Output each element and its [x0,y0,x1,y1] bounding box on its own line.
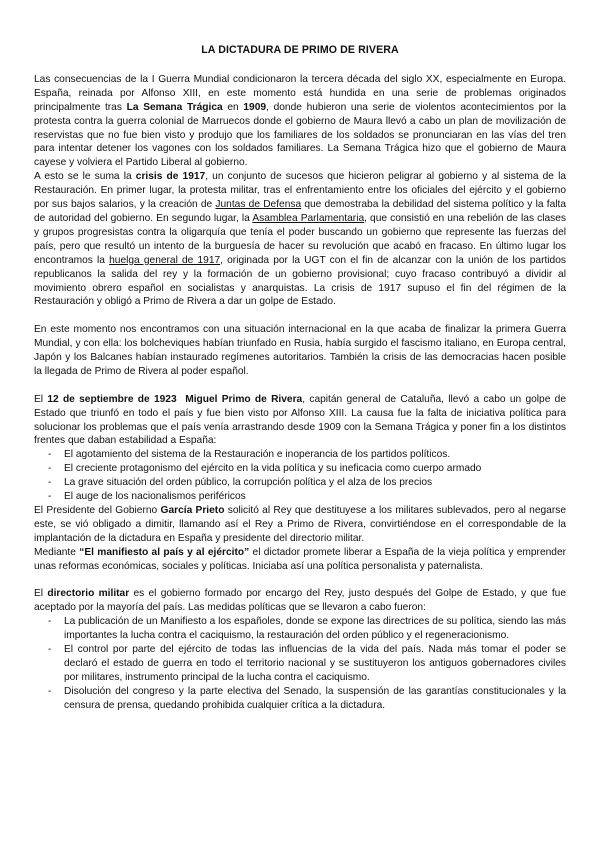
bold-term-1909: 1909 [243,101,267,113]
bold-term-directorio-militar: directorio militar [47,588,130,600]
link-juntas-de-defensa[interactable]: Juntas de Defensa [215,199,302,211]
text-run: , originada por la UGT con el fin de alcanzar con la unión de los partidos republicanos la salida del rey y la formación de un gobierno provisional; cuyo fracaso contribuyó a dividir al movimiento obrero español en socialistas y anarquistas. La crisis de 1917 supuso el fin del régimen de la Restauración y obligó a Primo de Rivera a dar un golpe de Estado. [34,254,566,308]
list-item: - La grave situación del orden público, la corrupción política y el alza de los precios [34,476,566,490]
paragraph-spacer [34,309,566,323]
list-item: - El agotamiento del sistema de la Restauración e inoperancia de los partidos políticos. [34,448,566,462]
bold-term-semana-tragica: La Semana Trágica [126,101,223,113]
paragraph-situacion-internacional: En este momento nos encontramos con una situación internacional en la que acaba de finalizar la primera Guerra Mundial, y con ella: los bolcheviques habían triunfado en Rusia, había surgido el fascismo italiano, en Europa central, Japón y los Balcanes habían instaurado regímenes autoritarios. También la crisis de las democracias hacen posible la llegada de Primo de Rivera al poder español. [34,324,566,377]
paragraph-spacer [34,574,566,588]
text-run: Las consecuencias de la I Guerra Mundial condicionaron la tercera década del siglo XX, especialmente en Europa. España, reinada por Alfonso XIII, en este momento está hundida en una serie de problemas originados principalmente tras [34,73,566,113]
text-run: El Presidente del Gobierno [34,504,161,516]
text-run: , capitán general de Cataluña, llevó a cabo un golpe de Estado que triunfó en todo el país y fue bien visto por Alfonso XIII. La causa fue la falta de iniciativa política para solucionar los problemas que el país venía arrastrando desde 1909 con la Semana Trágica y poner fin a los distintos frentes que daban estabilidad a España: [34,393,566,447]
bold-term-fecha-golpe: 12 de septiembre de 1923 [47,393,177,405]
text-run: en [222,101,244,113]
list-item: - La publicación de un Manifiesto a los españoles, donde se expone las directrices de su política, siendo las más importantes la lucha contra el caciquismo, la restauración del orden público y el regeneracionismo. [34,615,566,643]
bold-term-crisis-1917: crisis de 1917 [135,171,206,183]
text-run: A esto se le suma la [34,171,136,183]
bold-term-primo-de-rivera: Miguel Primo de Rivera [185,393,303,405]
text-run: , un conjunto de sucesos que hicieron peligrar al gobierno y al sistema de la Restauración. En primer lugar, la protesta militar, tras el enfrentamiento entre los oficiales del ejército y el gobierno por sus bajos salarios, y la creación de [34,171,566,211]
list-item: - El creciente protagonismo del ejército en la vida política y su ineficacia como cuerpo armado [34,462,566,476]
list-item: - El auge de los nacionalismos periféricos [34,490,566,504]
link-huelga-general-1917[interactable]: huelga general de 1917 [109,254,221,266]
link-asamblea-parlamentaria[interactable]: Asamblea Parlamentaria [252,212,365,224]
paragraph-crisis-1917 [34,170,566,309]
list-item: - Disolución del congreso y la parte electiva del Senado, la suspensión de las garantías constitucionales y la censura de prensa, quedando prohibida cualquier crítica a la dictadura. [34,685,566,713]
paragraph-directorio-militar [34,587,566,615]
text-run: , donde hubieron una serie de violentos acontecimientos por la protesta contra la guerra colonial de Marruecos donde el gobierno de Maura llevó a cabo un plan de movilización de reservistas que no fue bien visto y produjo que los familiares de los soldados se pronunciaran en las vías del tren para intentar detener los vagones con los soldados familiares. La Semana Trágica hizo que el gobierno de Maura cayese y volviera el Partido Liberal al gobierno. [34,101,566,169]
text-run [177,394,186,405]
text-run: El [34,393,48,405]
text-run: el dictador promete liberar a España de la vieja política y emprender unas reformas económicas, sociales y políticas. Iniciaba así una política personalista y paternalista. [34,546,566,572]
text-run: , que consistió en una rebelión de las clases y grupos progresistas contra la oligarquía que tenía el poder buscando un gobierno que represente las fuerzas del país, pero que resultó un intento de la burguesía de hacer su revolución que acabó en fracaso. En último lugar los encontramos la [34,212,566,266]
text-run: que demostraba la debilidad del sistema político y la falta de autoridad del gobierno. En segundo lugar, la [34,199,567,224]
paragraph-manifiesto [34,546,566,574]
paragraph-semana-tragica [34,73,566,170]
bold-term-manifiesto: “El manifiesto al país y al ejército” [79,546,250,558]
document-title: LA DICTADURA DE PRIMO DE RIVERA [201,44,399,56]
list-medidas [34,615,566,712]
list-causas [34,448,566,504]
list-item: - El control por parte del ejército de todas las influencias de la vida del país. Nada más tomar el poder se declaró el estado de guerra en todo el territorio nacional y se sustituyeron los antiguos gobernadores civiles por militares, instrumento principal de la lucha contra el caciquismo. [34,643,566,685]
bold-term-garcia-prieto: García Prieto [160,504,225,516]
paragraph-spacer [34,379,566,393]
text-run: El [34,588,48,600]
text-run: solicitó al Rey que destituyese a los militares sublevados, pero al negarse este, se vió obligado a dimitir, llamando así el Rey a Primo de Rivera, convirtiéndose en el correspondable de la implantación de la dictadura en España y presidente del directorio militar. [34,504,566,544]
paragraph-golpe-de-estado [34,393,566,449]
paragraph-garcia-prieto [34,504,566,546]
text-run: es el gobierno formado por encargo del Rey, justo después del Golpe de Estado, y que fue aceptado por la mayoría del país. Las medidas políticas que se llevaron a cabo fueron: [34,588,566,614]
text-run: Mediante [34,546,80,558]
